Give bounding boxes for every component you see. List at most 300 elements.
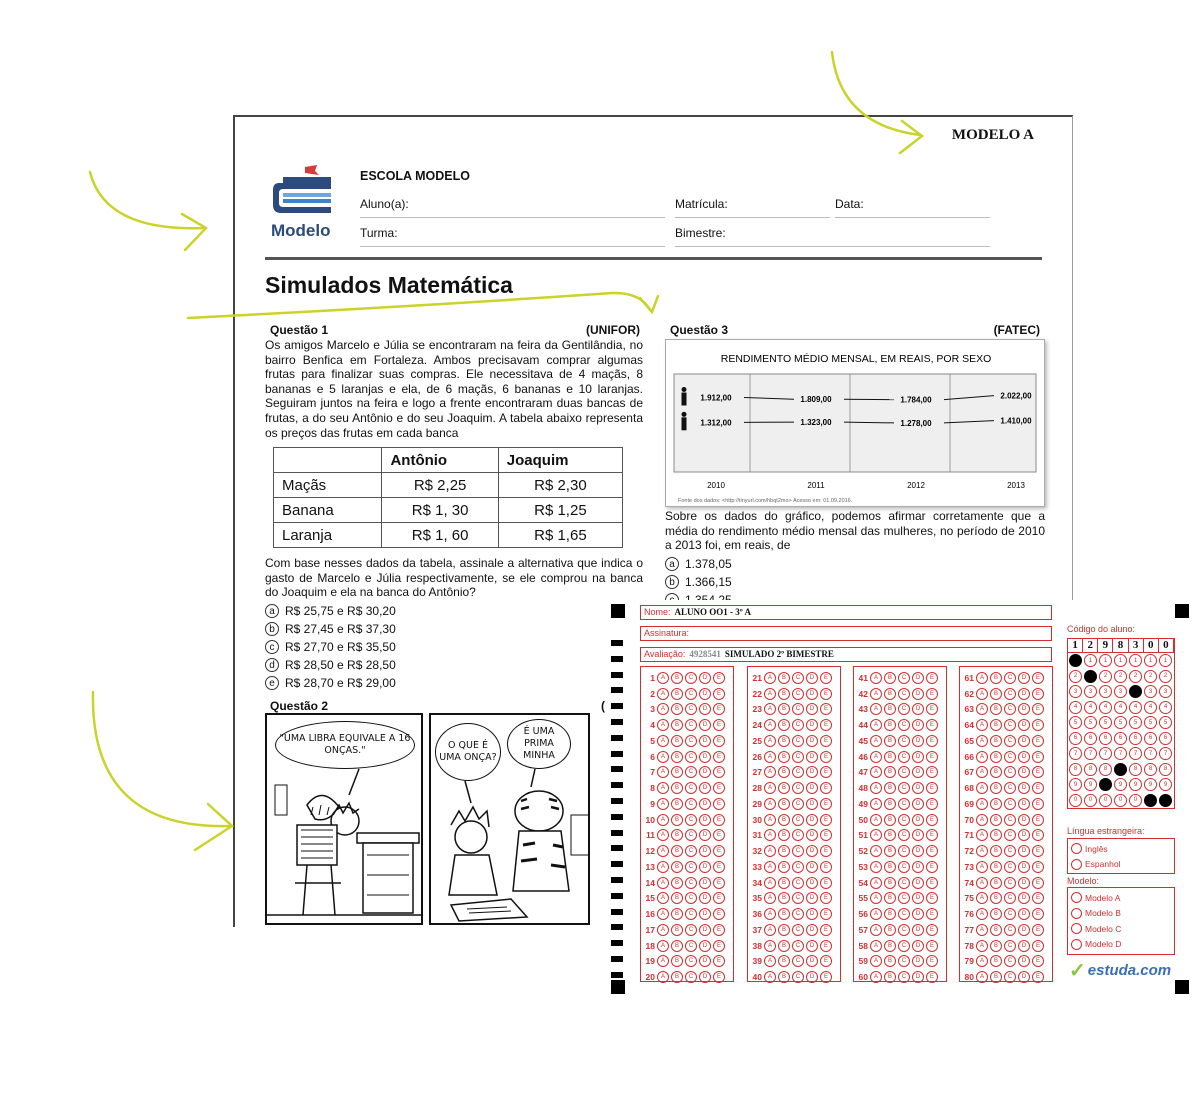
answer-bubble[interactable]: A xyxy=(657,814,669,826)
answer-bubble[interactable]: E xyxy=(820,845,832,857)
answer-bubble[interactable]: E xyxy=(926,924,938,936)
answer-bubble[interactable]: A xyxy=(764,751,776,763)
code-bubble[interactable]: 6 xyxy=(1069,732,1082,745)
answer-bubble[interactable]: D xyxy=(699,940,711,952)
answer-bubble[interactable]: D xyxy=(1018,751,1030,763)
answer-bubble[interactable]: E xyxy=(1032,924,1044,936)
code-bubble[interactable]: 1 xyxy=(1144,654,1157,667)
code-bubble[interactable]: 2 xyxy=(1159,670,1172,683)
model-option-d[interactable] xyxy=(1071,937,1171,953)
answer-bubble[interactable]: D xyxy=(1018,719,1030,731)
answer-bubble[interactable]: E xyxy=(1032,940,1044,952)
answer-bubble[interactable]: C xyxy=(898,877,910,889)
answer-bubble[interactable]: C xyxy=(1004,892,1016,904)
answer-bubble[interactable]: B xyxy=(884,751,896,763)
code-bubble[interactable]: 6 xyxy=(1144,732,1157,745)
answer-bubble[interactable]: A xyxy=(870,688,882,700)
answer-bubble[interactable]: D xyxy=(912,751,924,763)
answer-bubble[interactable]: D xyxy=(806,861,818,873)
answer-bubble[interactable]: C xyxy=(685,955,697,967)
answer-bubble[interactable]: B xyxy=(671,751,683,763)
answer-bubble[interactable]: C xyxy=(792,798,804,810)
answer-bubble[interactable]: B xyxy=(671,672,683,684)
code-bubble[interactable]: 3 xyxy=(1144,685,1157,698)
answer-bubble[interactable]: A xyxy=(764,672,776,684)
answer-bubble[interactable]: E xyxy=(1032,892,1044,904)
answer-bubble[interactable]: C xyxy=(685,924,697,936)
answer-bubble[interactable]: A xyxy=(764,688,776,700)
answer-bubble[interactable]: A xyxy=(870,829,882,841)
code-bubble[interactable] xyxy=(1114,763,1127,776)
answer-bubble[interactable]: B xyxy=(671,703,683,715)
code-bubble[interactable]: 7 xyxy=(1144,747,1157,760)
language-option-english[interactable] xyxy=(1071,841,1171,857)
answer-bubble[interactable]: E xyxy=(820,782,832,794)
code-bubble[interactable]: 8 xyxy=(1159,763,1172,776)
answer-bubble[interactable]: B xyxy=(990,814,1002,826)
signature-field[interactable] xyxy=(640,626,1052,641)
answer-bubble[interactable]: A xyxy=(976,688,988,700)
code-bubble[interactable]: 4 xyxy=(1129,701,1142,714)
answer-bubble[interactable]: D xyxy=(806,955,818,967)
answer-bubble[interactable]: A xyxy=(870,751,882,763)
answer-bubble[interactable]: B xyxy=(671,829,683,841)
answer-bubble[interactable]: A xyxy=(870,971,882,983)
answer-bubble[interactable]: E xyxy=(926,861,938,873)
answer-bubble[interactable]: B xyxy=(990,672,1002,684)
answer-bubble[interactable]: E xyxy=(820,798,832,810)
code-bubble[interactable]: 2 xyxy=(1129,670,1142,683)
answer-bubble[interactable]: B xyxy=(884,940,896,952)
code-bubble[interactable]: 6 xyxy=(1084,732,1097,745)
code-bubble[interactable]: 6 xyxy=(1114,732,1127,745)
code-bubble[interactable]: 5 xyxy=(1144,716,1157,729)
answer-bubble[interactable]: C xyxy=(792,845,804,857)
answer-bubble[interactable]: C xyxy=(685,782,697,794)
answer-bubble[interactable]: E xyxy=(926,829,938,841)
code-bubble[interactable]: 8 xyxy=(1144,763,1157,776)
code-bubble[interactable]: 9 xyxy=(1084,778,1097,791)
answer-bubble[interactable]: B xyxy=(884,688,896,700)
answer-bubble[interactable]: D xyxy=(912,955,924,967)
answer-bubble[interactable]: D xyxy=(806,766,818,778)
answer-bubble[interactable]: E xyxy=(820,971,832,983)
answer-bubble[interactable]: C xyxy=(685,892,697,904)
answer-bubble[interactable]: A xyxy=(976,892,988,904)
answer-bubble[interactable]: B xyxy=(990,735,1002,747)
code-bubble[interactable]: 9 xyxy=(1129,778,1142,791)
answer-bubble[interactable]: B xyxy=(671,766,683,778)
answer-bubble[interactable]: B xyxy=(884,955,896,967)
answer-bubble[interactable]: A xyxy=(657,751,669,763)
answer-bubble[interactable]: A xyxy=(764,924,776,936)
answer-bubble[interactable]: E xyxy=(820,924,832,936)
answer-bubble[interactable]: E xyxy=(820,766,832,778)
answer-bubble[interactable]: A xyxy=(870,719,882,731)
radio-bubble[interactable] xyxy=(1071,908,1082,919)
answer-bubble[interactable]: E xyxy=(926,955,938,967)
answer-bubble[interactable]: E xyxy=(820,940,832,952)
answer-bubble[interactable]: C xyxy=(898,672,910,684)
answer-bubble[interactable]: B xyxy=(778,672,790,684)
answer-bubble[interactable]: E xyxy=(1032,751,1044,763)
answer-bubble[interactable]: C xyxy=(685,861,697,873)
answer-bubble[interactable]: D xyxy=(1018,908,1030,920)
code-bubble[interactable]: 4 xyxy=(1069,701,1082,714)
answer-bubble[interactable]: A xyxy=(870,766,882,778)
answer-bubble[interactable]: B xyxy=(671,955,683,967)
answer-bubble[interactable]: E xyxy=(820,719,832,731)
answer-bubble[interactable]: E xyxy=(713,672,725,684)
answer-bubble[interactable]: A xyxy=(976,971,988,983)
answer-bubble[interactable]: D xyxy=(699,688,711,700)
answer-bubble[interactable]: A xyxy=(976,782,988,794)
answer-bubble[interactable]: D xyxy=(806,782,818,794)
answer-bubble[interactable]: B xyxy=(884,845,896,857)
answer-bubble[interactable]: B xyxy=(990,782,1002,794)
answer-bubble[interactable]: E xyxy=(820,751,832,763)
code-bubble[interactable]: 0 xyxy=(1114,794,1127,807)
code-bubble[interactable]: 8 xyxy=(1069,763,1082,776)
code-bubble[interactable]: 9 xyxy=(1114,778,1127,791)
answer-bubble[interactable]: D xyxy=(912,924,924,936)
answer-bubble[interactable]: E xyxy=(713,766,725,778)
answer-bubble[interactable]: B xyxy=(884,814,896,826)
code-bubble[interactable]: 7 xyxy=(1129,747,1142,760)
answer-bubble[interactable]: E xyxy=(820,735,832,747)
code-bubble[interactable]: 8 xyxy=(1129,763,1142,776)
answer-bubble[interactable]: E xyxy=(820,703,832,715)
answer-bubble[interactable]: A xyxy=(870,861,882,873)
answer-bubble[interactable]: E xyxy=(713,924,725,936)
answer-bubble[interactable]: B xyxy=(671,877,683,889)
answer-bubble[interactable]: D xyxy=(806,798,818,810)
answer-bubble[interactable]: E xyxy=(820,861,832,873)
answer-bubble[interactable]: C xyxy=(792,971,804,983)
answer-bubble[interactable]: C xyxy=(792,766,804,778)
answer-bubble[interactable]: B xyxy=(671,892,683,904)
code-bubble[interactable] xyxy=(1069,654,1082,667)
code-bubble[interactable]: 3 xyxy=(1099,685,1112,698)
answer-bubble[interactable]: A xyxy=(870,845,882,857)
code-bubble[interactable]: 2 xyxy=(1144,670,1157,683)
answer-bubble[interactable]: B xyxy=(671,861,683,873)
answer-bubble[interactable]: C xyxy=(1004,688,1016,700)
answer-bubble[interactable]: B xyxy=(778,751,790,763)
answer-bubble[interactable]: C xyxy=(685,688,697,700)
radio-bubble[interactable] xyxy=(1071,843,1082,854)
answer-bubble[interactable]: D xyxy=(912,845,924,857)
answer-bubble[interactable]: C xyxy=(1004,782,1016,794)
answer-bubble[interactable]: B xyxy=(778,877,790,889)
answer-bubble[interactable]: B xyxy=(671,940,683,952)
answer-bubble[interactable]: B xyxy=(990,688,1002,700)
answer-bubble[interactable]: E xyxy=(1032,735,1044,747)
answer-bubble[interactable]: C xyxy=(898,908,910,920)
answer-bubble[interactable]: C xyxy=(685,908,697,920)
answer-bubble[interactable]: E xyxy=(1032,672,1044,684)
code-bubble[interactable]: 3 xyxy=(1069,685,1082,698)
answer-bubble[interactable]: E xyxy=(1032,829,1044,841)
answer-bubble[interactable]: D xyxy=(806,829,818,841)
answer-bubble[interactable]: C xyxy=(792,861,804,873)
answer-bubble[interactable]: A xyxy=(657,688,669,700)
answer-bubble[interactable]: C xyxy=(1004,719,1016,731)
answer-bubble[interactable]: B xyxy=(778,735,790,747)
answer-bubble[interactable]: B xyxy=(990,940,1002,952)
answer-bubble[interactable]: E xyxy=(926,892,938,904)
answer-bubble[interactable]: D xyxy=(912,703,924,715)
code-bubble[interactable]: 7 xyxy=(1069,747,1082,760)
answer-bubble[interactable]: A xyxy=(657,877,669,889)
code-bubble[interactable]: 1 xyxy=(1159,654,1172,667)
answer-bubble[interactable]: B xyxy=(778,940,790,952)
answer-bubble[interactable]: E xyxy=(926,798,938,810)
answer-bubble[interactable]: E xyxy=(926,735,938,747)
option-c[interactable] xyxy=(265,638,396,656)
code-bubble[interactable]: 0 xyxy=(1099,794,1112,807)
model-option-c[interactable] xyxy=(1071,921,1171,937)
answer-bubble[interactable]: B xyxy=(884,892,896,904)
answer-bubble[interactable]: D xyxy=(699,766,711,778)
answer-bubble[interactable]: C xyxy=(898,719,910,731)
answer-bubble[interactable]: B xyxy=(884,672,896,684)
answer-bubble[interactable]: B xyxy=(778,688,790,700)
answer-bubble[interactable]: C xyxy=(898,892,910,904)
answer-bubble[interactable]: A xyxy=(657,735,669,747)
answer-bubble[interactable]: D xyxy=(806,703,818,715)
answer-bubble[interactable]: A xyxy=(764,829,776,841)
answer-bubble[interactable]: B xyxy=(884,798,896,810)
code-bubble[interactable] xyxy=(1129,685,1142,698)
answer-bubble[interactable]: C xyxy=(898,782,910,794)
answer-bubble[interactable]: E xyxy=(926,766,938,778)
code-bubble[interactable]: 0 xyxy=(1069,794,1082,807)
answer-bubble[interactable]: D xyxy=(699,861,711,873)
answer-bubble[interactable]: D xyxy=(806,877,818,889)
answer-bubble[interactable]: D xyxy=(1018,829,1030,841)
answer-bubble[interactable]: B xyxy=(884,971,896,983)
answer-bubble[interactable]: D xyxy=(806,719,818,731)
radio-bubble[interactable] xyxy=(1071,859,1082,870)
answer-bubble[interactable]: E xyxy=(926,703,938,715)
answer-bubble[interactable]: A xyxy=(764,861,776,873)
answer-bubble[interactable]: A xyxy=(870,782,882,794)
answer-bubble[interactable]: C xyxy=(898,940,910,952)
answer-bubble[interactable]: E xyxy=(713,845,725,857)
answer-bubble[interactable]: C xyxy=(898,829,910,841)
answer-bubble[interactable]: B xyxy=(990,861,1002,873)
answer-bubble[interactable]: B xyxy=(990,908,1002,920)
answer-bubble[interactable]: C xyxy=(898,703,910,715)
answer-bubble[interactable]: A xyxy=(657,829,669,841)
answer-bubble[interactable]: E xyxy=(926,814,938,826)
answer-bubble[interactable]: A xyxy=(870,924,882,936)
radio-bubble[interactable] xyxy=(1071,923,1082,934)
answer-bubble[interactable]: D xyxy=(912,782,924,794)
answer-bubble[interactable]: D xyxy=(912,814,924,826)
option-a[interactable] xyxy=(265,602,396,620)
answer-bubble[interactable]: B xyxy=(778,861,790,873)
answer-bubble[interactable]: A xyxy=(870,735,882,747)
code-bubble[interactable]: 5 xyxy=(1129,716,1142,729)
answer-bubble[interactable]: D xyxy=(699,672,711,684)
answer-bubble[interactable]: D xyxy=(806,892,818,904)
answer-bubble[interactable]: C xyxy=(685,814,697,826)
answer-bubble[interactable]: B xyxy=(778,766,790,778)
answer-bubble[interactable]: D xyxy=(806,924,818,936)
answer-bubble[interactable]: E xyxy=(1032,845,1044,857)
answer-bubble[interactable]: C xyxy=(1004,955,1016,967)
answer-bubble[interactable]: D xyxy=(806,751,818,763)
answer-bubble[interactable]: E xyxy=(713,782,725,794)
answer-bubble[interactable]: B xyxy=(778,782,790,794)
option-b[interactable] xyxy=(265,620,396,638)
code-bubble[interactable]: 1 xyxy=(1084,654,1097,667)
answer-bubble[interactable]: A xyxy=(764,955,776,967)
answer-bubble[interactable]: B xyxy=(778,719,790,731)
answer-bubble[interactable]: C xyxy=(685,766,697,778)
answer-bubble[interactable]: A xyxy=(976,735,988,747)
answer-bubble[interactable]: C xyxy=(685,971,697,983)
answer-bubble[interactable]: A xyxy=(976,766,988,778)
answer-bubble[interactable]: E xyxy=(713,908,725,920)
answer-bubble[interactable]: C xyxy=(792,924,804,936)
code-bubble[interactable]: 6 xyxy=(1099,732,1112,745)
answer-bubble[interactable]: D xyxy=(1018,861,1030,873)
answer-bubble[interactable]: E xyxy=(713,940,725,952)
answer-bubble[interactable]: A xyxy=(870,798,882,810)
answer-bubble[interactable]: A xyxy=(976,798,988,810)
answer-bubble[interactable]: B xyxy=(990,829,1002,841)
answer-bubble[interactable]: A xyxy=(976,924,988,936)
answer-bubble[interactable]: A xyxy=(976,829,988,841)
answer-bubble[interactable]: A xyxy=(870,892,882,904)
answer-bubble[interactable]: D xyxy=(699,908,711,920)
answer-bubble[interactable]: D xyxy=(1018,940,1030,952)
answer-bubble[interactable]: D xyxy=(699,703,711,715)
code-bubble[interactable]: 9 xyxy=(1144,778,1157,791)
answer-bubble[interactable]: D xyxy=(1018,782,1030,794)
answer-bubble[interactable]: D xyxy=(1018,924,1030,936)
code-bubble[interactable]: 6 xyxy=(1129,732,1142,745)
answer-bubble[interactable]: B xyxy=(884,766,896,778)
code-bubble[interactable]: 9 xyxy=(1069,778,1082,791)
answer-bubble[interactable]: D xyxy=(912,672,924,684)
answer-bubble[interactable]: A xyxy=(764,766,776,778)
answer-bubble[interactable]: A xyxy=(657,924,669,936)
answer-bubble[interactable]: E xyxy=(713,877,725,889)
answer-bubble[interactable]: B xyxy=(778,908,790,920)
answer-bubble[interactable]: E xyxy=(820,814,832,826)
answer-bubble[interactable]: D xyxy=(806,688,818,700)
answer-bubble[interactable]: E xyxy=(1032,971,1044,983)
answer-bubble[interactable]: E xyxy=(926,688,938,700)
answer-bubble[interactable]: E xyxy=(713,751,725,763)
answer-bubble[interactable]: E xyxy=(1032,782,1044,794)
answer-bubble[interactable]: B xyxy=(778,971,790,983)
answer-bubble[interactable]: B xyxy=(671,719,683,731)
answer-bubble[interactable]: E xyxy=(926,751,938,763)
answer-bubble[interactable]: B xyxy=(990,798,1002,810)
code-bubble[interactable] xyxy=(1144,794,1157,807)
code-bubble[interactable]: 7 xyxy=(1084,747,1097,760)
answer-bubble[interactable]: B xyxy=(778,892,790,904)
answer-bubble[interactable]: D xyxy=(699,877,711,889)
answer-bubble[interactable]: C xyxy=(898,814,910,826)
code-bubble[interactable]: 3 xyxy=(1159,685,1172,698)
answer-bubble[interactable]: A xyxy=(657,798,669,810)
answer-bubble[interactable]: E xyxy=(1032,908,1044,920)
code-bubble[interactable]: 9 xyxy=(1159,778,1172,791)
answer-bubble[interactable]: B xyxy=(884,924,896,936)
answer-bubble[interactable]: C xyxy=(898,766,910,778)
answer-bubble[interactable]: A xyxy=(870,940,882,952)
answer-bubble[interactable]: A xyxy=(657,766,669,778)
answer-bubble[interactable]: C xyxy=(792,751,804,763)
answer-bubble[interactable]: E xyxy=(1032,719,1044,731)
answer-bubble[interactable]: E xyxy=(926,782,938,794)
answer-bubble[interactable]: A xyxy=(764,877,776,889)
code-bubble[interactable]: 1 xyxy=(1099,654,1112,667)
answer-bubble[interactable]: C xyxy=(898,798,910,810)
answer-bubble[interactable]: B xyxy=(990,877,1002,889)
answer-bubble[interactable]: A xyxy=(976,908,988,920)
answer-bubble[interactable]: D xyxy=(699,845,711,857)
answer-bubble[interactable]: D xyxy=(699,971,711,983)
answer-bubble[interactable]: B xyxy=(990,892,1002,904)
answer-bubble[interactable]: D xyxy=(699,829,711,841)
code-bubble[interactable]: 2 xyxy=(1114,670,1127,683)
code-bubble[interactable]: 2 xyxy=(1069,670,1082,683)
code-bubble[interactable]: 1 xyxy=(1129,654,1142,667)
model-option-a[interactable] xyxy=(1071,890,1171,906)
answer-bubble[interactable]: E xyxy=(1032,955,1044,967)
answer-bubble[interactable]: C xyxy=(1004,877,1016,889)
code-bubble[interactable]: 4 xyxy=(1159,701,1172,714)
code-bubble[interactable]: 1 xyxy=(1114,654,1127,667)
answer-bubble[interactable]: B xyxy=(884,719,896,731)
answer-bubble[interactable]: C xyxy=(898,861,910,873)
answer-bubble[interactable]: E xyxy=(1032,861,1044,873)
answer-bubble[interactable]: E xyxy=(713,735,725,747)
answer-bubble[interactable]: C xyxy=(1004,703,1016,715)
answer-bubble[interactable]: C xyxy=(685,829,697,841)
option-b[interactable] xyxy=(665,573,732,591)
answer-bubble[interactable]: A xyxy=(657,719,669,731)
answer-bubble[interactable]: E xyxy=(1032,798,1044,810)
answer-bubble[interactable]: D xyxy=(699,955,711,967)
answer-bubble[interactable]: D xyxy=(912,798,924,810)
answer-bubble[interactable]: D xyxy=(912,877,924,889)
answer-bubble[interactable]: C xyxy=(1004,672,1016,684)
answer-bubble[interactable]: A xyxy=(976,955,988,967)
answer-bubble[interactable]: B xyxy=(778,845,790,857)
answer-bubble[interactable]: C xyxy=(685,735,697,747)
answer-bubble[interactable]: B xyxy=(778,703,790,715)
answer-bubble[interactable]: B xyxy=(884,735,896,747)
answer-bubble[interactable]: D xyxy=(1018,735,1030,747)
answer-bubble[interactable]: A xyxy=(657,955,669,967)
answer-bubble[interactable]: E xyxy=(713,798,725,810)
answer-bubble[interactable]: C xyxy=(792,735,804,747)
answer-bubble[interactable]: C xyxy=(792,829,804,841)
answer-bubble[interactable]: D xyxy=(912,861,924,873)
radio-bubble[interactable] xyxy=(1071,892,1082,903)
answer-bubble[interactable]: A xyxy=(976,719,988,731)
answer-bubble[interactable]: E xyxy=(926,672,938,684)
answer-bubble[interactable]: B xyxy=(884,829,896,841)
